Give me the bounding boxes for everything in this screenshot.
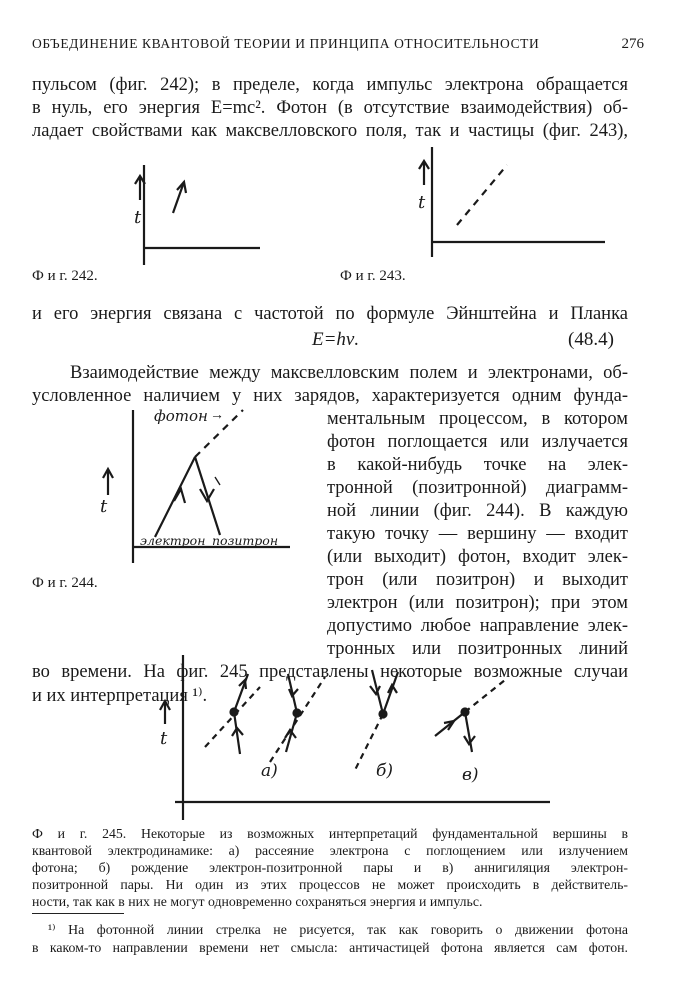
fig244-photon-tick bbox=[215, 477, 220, 485]
para3-wrap-3: в какой-нибудь точке на элек- bbox=[327, 455, 628, 475]
fig245b-arrow-out bbox=[289, 689, 298, 696]
fig245d-vertex bbox=[462, 709, 469, 716]
fig242-caption: Ф и г. 242. bbox=[32, 268, 98, 284]
fig245a-photon bbox=[205, 687, 260, 747]
para3-line1: Взаимодействие между максвелловским полем и электронами, об- bbox=[70, 363, 628, 383]
fig244-photon-arrow-icon: → bbox=[210, 408, 224, 423]
para3-wrap-5: ной линии (фиг. 244). В каждую bbox=[327, 501, 628, 521]
para3-wrap-6: такую точку — вершину — входит bbox=[327, 524, 628, 544]
fig245c-vertex bbox=[380, 711, 387, 718]
fig245b-line-out bbox=[288, 674, 297, 713]
para2: и его энергия связана с частотой по формуле Эйнштейна и Планка bbox=[32, 304, 628, 324]
fig245-caption-1: Ф и г. 245. Некоторые из возможных интерпретаций фундаментальной вершины в bbox=[32, 826, 628, 841]
fig-245-diagram bbox=[150, 652, 550, 822]
fig243-caption: Ф и г. 243. bbox=[340, 268, 406, 284]
para3-wrap-1: ментальным процессом, в котором bbox=[327, 409, 628, 429]
para1-line1: пульсом (фиг. 242); в пределе, когда импульс электрона обращается bbox=[32, 75, 628, 95]
para3-wrap-10: допустимо любое направление элек- bbox=[327, 616, 628, 636]
fig243-t-label: t bbox=[418, 192, 426, 213]
fig243-photon-line bbox=[457, 165, 507, 225]
fig245d-electron bbox=[435, 712, 465, 736]
running-header bbox=[32, 36, 644, 52]
para3-wrap-8: трон (или позитрон) и выходит bbox=[327, 570, 628, 590]
fig244-positron-line bbox=[195, 457, 220, 535]
header-title: ОБЪЕДИНЕНИЕ КВАНТОВОЙ ТЕОРИИ И ПРИНЦИПА ОТНОСИТЕЛЬНОСТИ bbox=[32, 36, 540, 51]
fig244-electron-arrow bbox=[174, 489, 185, 503]
fig-242-diagram bbox=[120, 160, 270, 270]
para1-line2: в нуль, его энергия E=mc². Фотон (в отсутствие взаимодействия) об- bbox=[32, 98, 628, 118]
para3-line2: условленное наличием у них зарядов, характеризуется одним фунда- bbox=[32, 386, 628, 406]
page-number: 276 bbox=[621, 36, 644, 52]
fig245-t-label: t bbox=[160, 728, 168, 749]
fig245d-photon bbox=[465, 680, 505, 712]
fig245-caption-5: ности, так как в них не могут одновременно сохраняться энергия и импульс. bbox=[32, 894, 483, 909]
fig245-label-b: б) bbox=[376, 761, 394, 781]
footnote-line1: ¹⁾ На фотонной линии стрелка не рисуется, так как говорить о движении фотона bbox=[48, 922, 628, 937]
footnote-rule bbox=[32, 913, 124, 914]
para3-end-2: и их интерпретация ¹⁾. bbox=[32, 686, 208, 706]
para3-wrap-4: тронной (позитронной) диаграмм- bbox=[327, 478, 628, 498]
para3-wrap-2: фотон поглощается или излучается bbox=[327, 432, 628, 452]
para3-wrap-9: электрон (или позитрон); при этом bbox=[327, 593, 628, 613]
fig244-electron-line bbox=[155, 457, 195, 537]
para3-wrap-7: (или выходит) фотон, входит элек- bbox=[327, 547, 628, 567]
para1-line3: ладает свойствами как максвелловского поля, так и частицы (фиг. 243), bbox=[32, 121, 628, 141]
fig245-caption-4: позитронной пары. Ни один из этих процессов не может происходить в действитель- bbox=[32, 877, 628, 892]
equation-formula: E=hν. bbox=[312, 329, 360, 350]
para3-end-1: во времени. На фиг. 245 представлены некоторые возможные случаи bbox=[32, 662, 628, 682]
fig244-positron-label: позитрон bbox=[212, 533, 279, 548]
fig245d-positron bbox=[465, 712, 472, 752]
fig244-t-label: t bbox=[100, 496, 108, 517]
footnote-line2: в каком-то направлении времени нет смысла: античастицей фотона является сам фотон. bbox=[32, 940, 628, 955]
fig244-caption: Ф и г. 244. bbox=[32, 575, 98, 591]
fig245-caption-2: квантовой электродинамике: а) рассеяние электрона с поглощением или излучением bbox=[32, 843, 628, 858]
fig-243-diagram bbox=[410, 145, 610, 260]
fig245-label-c: в) bbox=[462, 765, 479, 785]
para3-wrap-11: тронных или позитронных линий bbox=[327, 639, 628, 659]
fig244-electron-label: электрон bbox=[140, 533, 206, 548]
equation-number: (48.4) bbox=[568, 329, 614, 350]
fig245a-vertex bbox=[231, 709, 238, 716]
fig245b-vertex bbox=[294, 710, 301, 717]
fig244-photon-label: фотон bbox=[154, 407, 208, 425]
fig242-t-label: t bbox=[134, 207, 142, 228]
fig245-label-a: а) bbox=[261, 761, 278, 781]
fig245-caption-3: фотона; б) рождение электрон-позитронной пары и в) аннигиляция электрон- bbox=[32, 860, 628, 875]
